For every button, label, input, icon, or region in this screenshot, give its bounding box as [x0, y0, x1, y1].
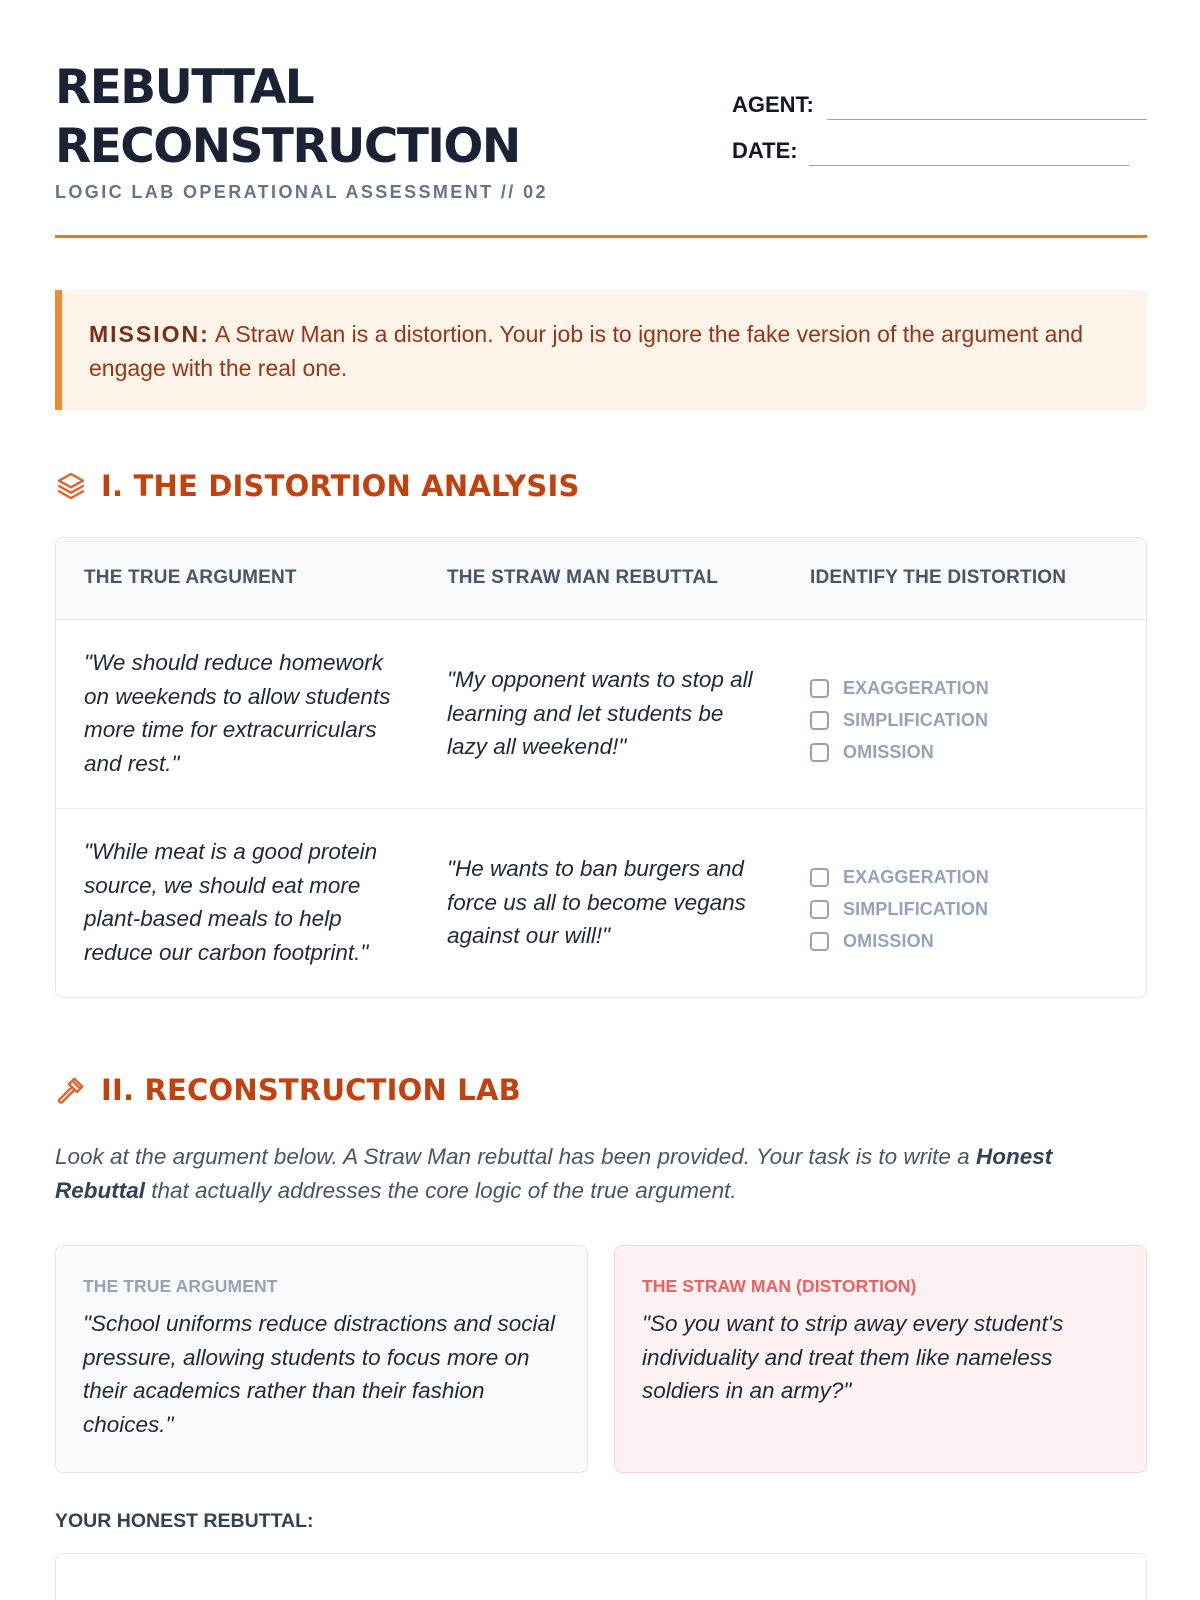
- instructions-bold: Honest Rebuttal: [55, 1144, 1053, 1203]
- option-simplification[interactable]: [810, 893, 1110, 925]
- option-omission[interactable]: [810, 925, 1110, 957]
- hammer-icon: [55, 1074, 87, 1106]
- straw-card-heading: THE STRAW MAN (DISTORTION): [642, 1276, 917, 1296]
- checkbox[interactable]: [810, 868, 829, 887]
- date-label: DATE:: [732, 138, 798, 163]
- layers-icon: [55, 470, 87, 502]
- table-row: [56, 809, 1146, 998]
- page-subtitle: LOGIC LAB OPERATIONAL ASSESSMENT // 02: [55, 182, 548, 202]
- title-line-2: RECONSTRUCTION: [55, 119, 520, 174]
- option-label: OMISSION: [843, 741, 934, 762]
- instructions-post: that actually addresses the core logic of the true argument.: [145, 1178, 737, 1203]
- section-distortion-title: I. THE DISTORTION ANALYSIS: [101, 469, 580, 503]
- option-omission[interactable]: [810, 736, 1110, 768]
- distortion-options: [810, 861, 1110, 957]
- option-exaggeration[interactable]: [810, 861, 1110, 893]
- title-line-1: REBUTTAL: [55, 60, 314, 115]
- honest-rebuttal-input[interactable]: [55, 1553, 1147, 1600]
- checkbox[interactable]: [810, 932, 829, 951]
- agent-label: AGENT:: [732, 92, 814, 117]
- checkbox[interactable]: [810, 900, 829, 919]
- straw-man-cell: "My opponent wants to stop all learning and let students be lazy all weekend!": [447, 667, 753, 759]
- mission-callout: [55, 290, 1147, 410]
- col-identify: IDENTIFY THE DISTORTION: [810, 567, 1067, 588]
- option-label: SIMPLIFICATION: [843, 898, 989, 919]
- agent-field[interactable]: [732, 92, 1147, 122]
- table-header: [56, 538, 1146, 620]
- option-label: SIMPLIFICATION: [843, 709, 989, 730]
- true-argument-cell: "We should reduce homework on weekends to allow students more time for extracurriculars and rest.": [84, 650, 391, 776]
- option-label: EXAGGERATION: [843, 866, 989, 887]
- checkbox[interactable]: [810, 679, 829, 698]
- page-header: [55, 58, 1147, 238]
- straw-man-cell: "He wants to ban burgers and force us all to become vegans against our will!": [447, 856, 746, 948]
- checkbox[interactable]: [810, 711, 829, 730]
- answer-label: YOUR HONEST REBUTTAL:: [55, 1510, 314, 1532]
- date-input-line[interactable]: [809, 164, 1129, 166]
- straw-card-quote: "So you want to strip away every student's individuality and treat them like nameless soldiers in an army?": [642, 1311, 1064, 1403]
- instructions-pre: Look at the argument below. A Straw Man rebuttal has been provided. Your task is to write a: [55, 1144, 976, 1169]
- distortion-options: [810, 672, 1110, 768]
- true-argument-cell: "While meat is a good protein source, we should eat more plant-based meals to help reduce our carbon footprint.": [84, 839, 378, 965]
- worksheet-page: [55, 0, 1147, 1600]
- option-exaggeration[interactable]: [810, 672, 1110, 704]
- lab-instructions: [55, 1140, 1115, 1208]
- agent-input-line[interactable]: [827, 118, 1147, 120]
- page-title: [55, 58, 520, 176]
- option-label: EXAGGERATION: [843, 677, 989, 698]
- section-reconstruction-title: II. RECONSTRUCTION LAB: [101, 1073, 521, 1107]
- mission-lead: MISSION:: [89, 321, 210, 347]
- mission-text: A Straw Man is a distortion. Your job is to ignore the fake version of the argument and engage with the real one.: [89, 321, 1084, 381]
- col-true-argument: THE TRUE ARGUMENT: [84, 567, 297, 588]
- true-argument-card: [55, 1245, 588, 1473]
- checkbox[interactable]: [810, 743, 829, 762]
- table-row: [56, 620, 1146, 809]
- col-straw-man: THE STRAW MAN REBUTTAL: [447, 567, 719, 588]
- option-simplification[interactable]: [810, 704, 1110, 736]
- option-label: OMISSION: [843, 930, 934, 951]
- date-field[interactable]: [732, 138, 1129, 168]
- section-reconstruction-heading: [55, 1070, 521, 1110]
- straw-man-card: [614, 1245, 1147, 1473]
- true-card-quote: "School uniforms reduce distractions and social pressure, allowing students to focus more on their academics rather than their fashion choices.": [83, 1311, 555, 1437]
- true-card-heading: THE TRUE ARGUMENT: [83, 1276, 278, 1296]
- section-distortion-heading: [55, 466, 580, 506]
- distortion-table: [55, 537, 1147, 998]
